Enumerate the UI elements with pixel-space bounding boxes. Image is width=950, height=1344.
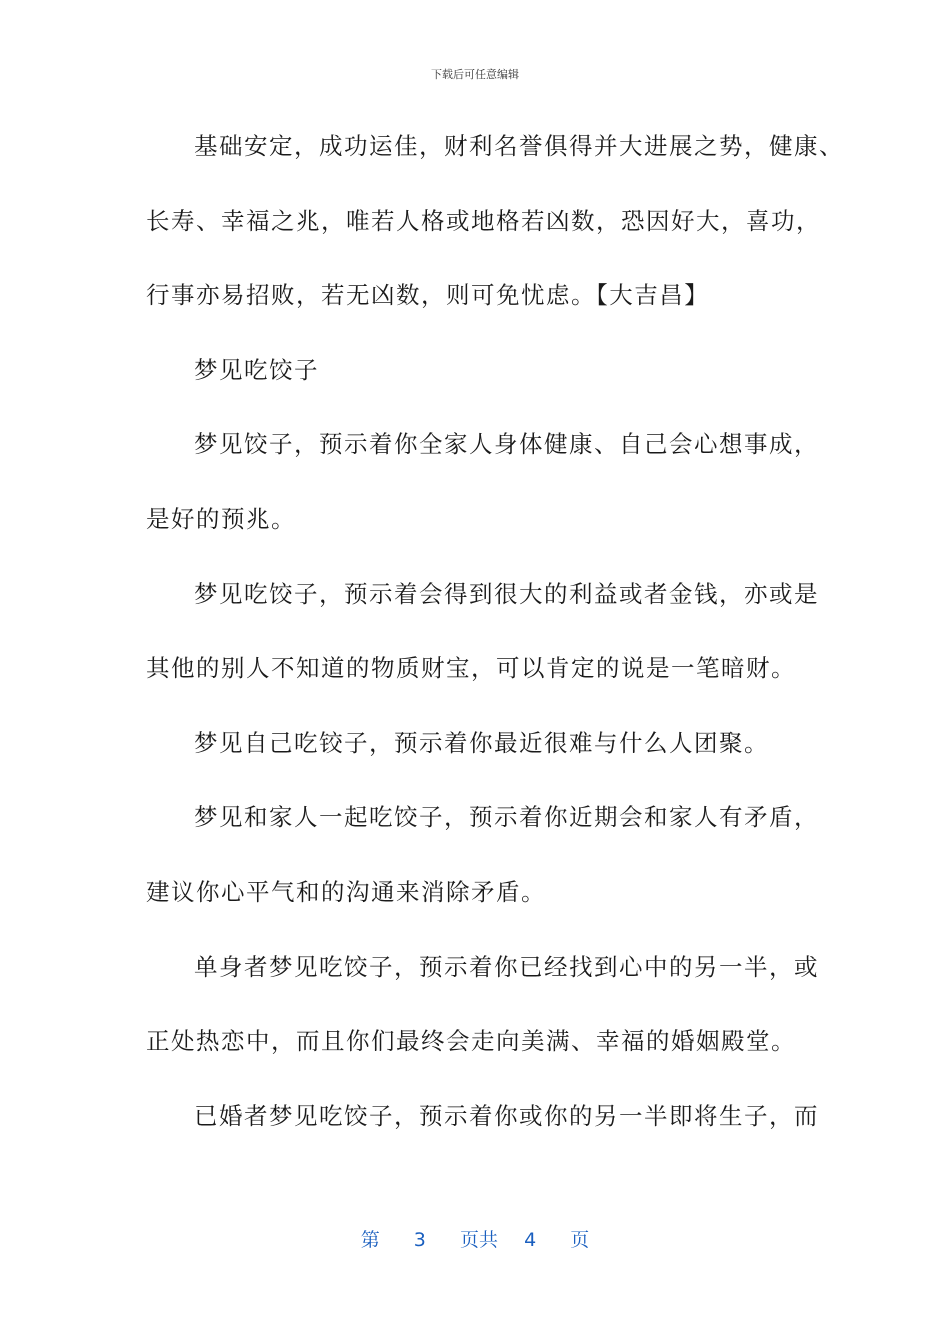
text-line: 基础安定，成功运佳，财利名誉俱得并大进展之势，健康、	[194, 132, 844, 160]
header-note: 下载后可任意编辑	[431, 68, 519, 81]
text-line: 长寿、幸福之兆，唯若人格或地格若凶数，恐因好大，喜功，	[146, 206, 821, 235]
text-line: 建议你心平气和的沟通来消除矛盾。	[146, 877, 546, 906]
text-line: 已婚者梦见吃饺子，预示着你或你的另一半即将生子，而	[194, 1101, 819, 1130]
text-line: 梦见自己吃铰子，预示着你最近很难与什么人团聚。	[194, 728, 769, 757]
text-line: 梦见饺子，预示着你全家人身体健康、自己会心想事成，	[194, 430, 819, 459]
text-line: 梦见吃饺子	[194, 355, 319, 384]
current-page-number: 3	[413, 1229, 426, 1251]
text-line: 其他的别人不知道的物质财宝，可以肯定的说是一笔暗财。	[146, 654, 796, 683]
footer-prefix: 第	[360, 1229, 380, 1251]
text-line: 正处热恋中，而且你们最终会走向美满、幸福的婚姻殿堂。	[146, 1027, 796, 1056]
footer-suffix: 页	[570, 1229, 590, 1251]
text-line: 梦见和家人一起吃饺子，预示着你近期会和家人有矛盾，	[194, 803, 819, 832]
page-footer	[0, 1225, 950, 1252]
text-line: 单身者梦见吃饺子，预示着你已经找到心中的另一半，或	[194, 952, 819, 981]
text-line: 梦见吃饺子，预示着会得到很大的利益或者金钱，亦或是	[194, 579, 819, 608]
footer-middle: 页共	[459, 1229, 498, 1251]
text-line: 是好的预兆。	[146, 504, 296, 533]
document-body	[146, 118, 844, 1162]
total-pages-number: 4	[524, 1229, 537, 1251]
text-line: 行事亦易招败，若无凶数，则可免忧虑。【大吉昌】	[146, 281, 710, 310]
